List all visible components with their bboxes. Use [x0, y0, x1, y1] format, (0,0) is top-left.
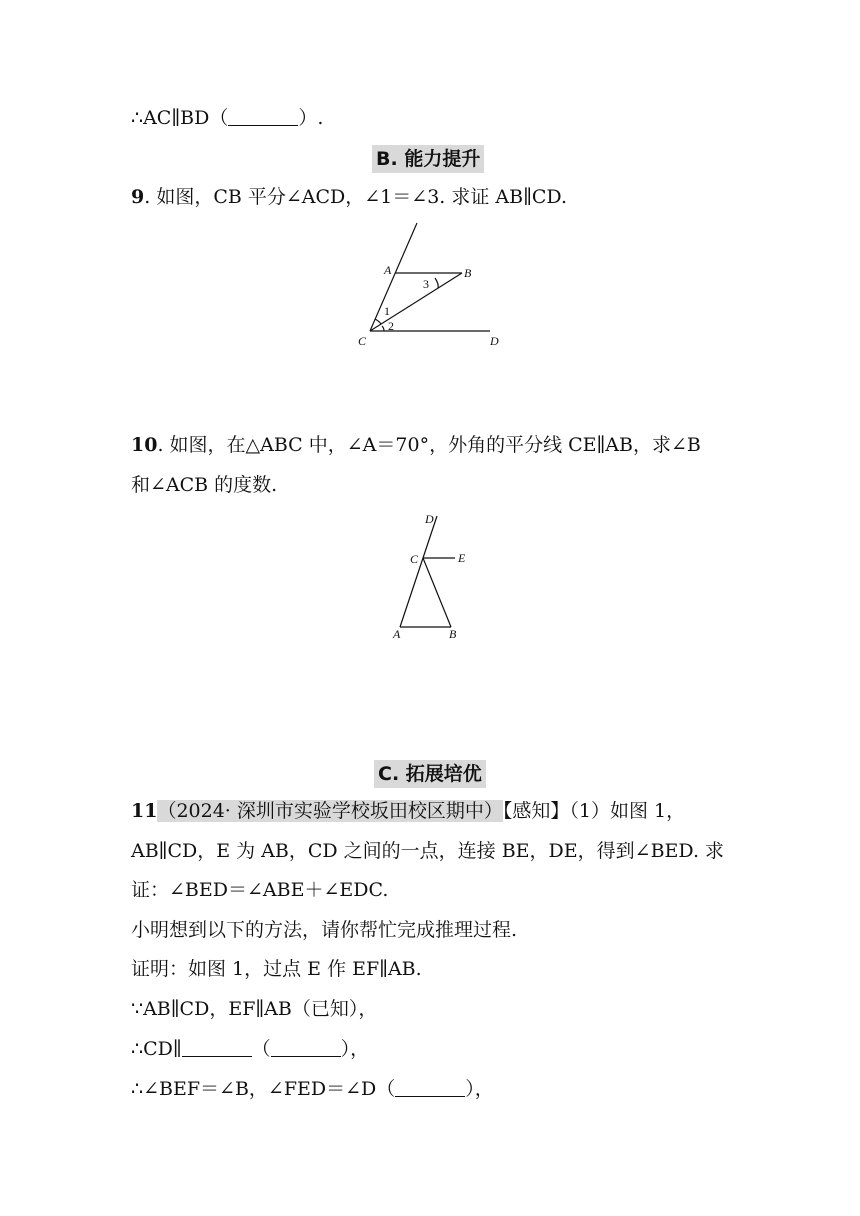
- answer-blank[interactable]: [271, 1038, 341, 1057]
- question-10-figure: [385, 506, 485, 646]
- source-tag: （2024· 深圳市实验学校坂田校区期中）: [157, 800, 503, 822]
- label-c: C: [358, 334, 367, 348]
- section-heading-b: B. 能力提升: [372, 145, 484, 173]
- answer-blank[interactable]: [228, 107, 298, 126]
- question-11-line1: 11（2024· 深圳市实验学校坂田校区期中）【感知】（1）如图 1，: [131, 800, 686, 822]
- question-9-figure: [350, 218, 510, 353]
- label-b: B: [464, 266, 472, 280]
- label-e: E: [458, 551, 466, 565]
- answer-blank[interactable]: [395, 1078, 465, 1097]
- question-9-text: 9. 如图，CB 平分∠ACD，∠1＝∠3. 求证 AB∥CD.: [131, 186, 567, 208]
- label-c: C: [410, 552, 419, 566]
- angle-2-label: 2: [388, 319, 394, 333]
- question-11-line2: AB∥CD，E 为 AB，CD 之间的一点，连接 BE，DE，得到∠BED. 求: [131, 840, 725, 862]
- label-a: A: [393, 627, 401, 641]
- proof-line-angles-equal: ∴∠BEF＝∠B，∠FED＝∠D（ ），: [131, 1078, 494, 1100]
- angle-3-label: 3: [423, 277, 429, 291]
- proof-line-cd-parallel: ∴CD∥ （ ），: [131, 1038, 370, 1060]
- question-11-line4: 小明想到以下的方法，请你帮忙完成推理过程.: [131, 919, 518, 941]
- angle-1-label: 1: [384, 304, 390, 318]
- question-11-line3: 证：∠BED＝∠ABE＋∠EDC.: [131, 879, 389, 901]
- proof-line-given: ∵AB∥CD，EF∥AB（已知），: [131, 998, 378, 1020]
- answer-blank[interactable]: [182, 1038, 252, 1057]
- section-heading-c: C. 拓展培优: [374, 760, 486, 788]
- proof-line-construct: 证明：如图 1，过点 E 作 EF∥AB.: [131, 958, 422, 980]
- label-d: D: [425, 512, 434, 526]
- label-b: B: [449, 627, 457, 641]
- label-d: D: [490, 334, 499, 348]
- proof-line-ac-parallel-bd: ∴AC∥BD（ ）.: [131, 107, 324, 129]
- question-10-text-line1: 10. 如图，在△ABC 中，∠A＝70°，外角的平分线 CE∥AB，求∠B: [131, 434, 701, 456]
- label-a: A: [384, 263, 392, 277]
- question-10-text-line2: 和∠ACB 的度数.: [131, 474, 278, 496]
